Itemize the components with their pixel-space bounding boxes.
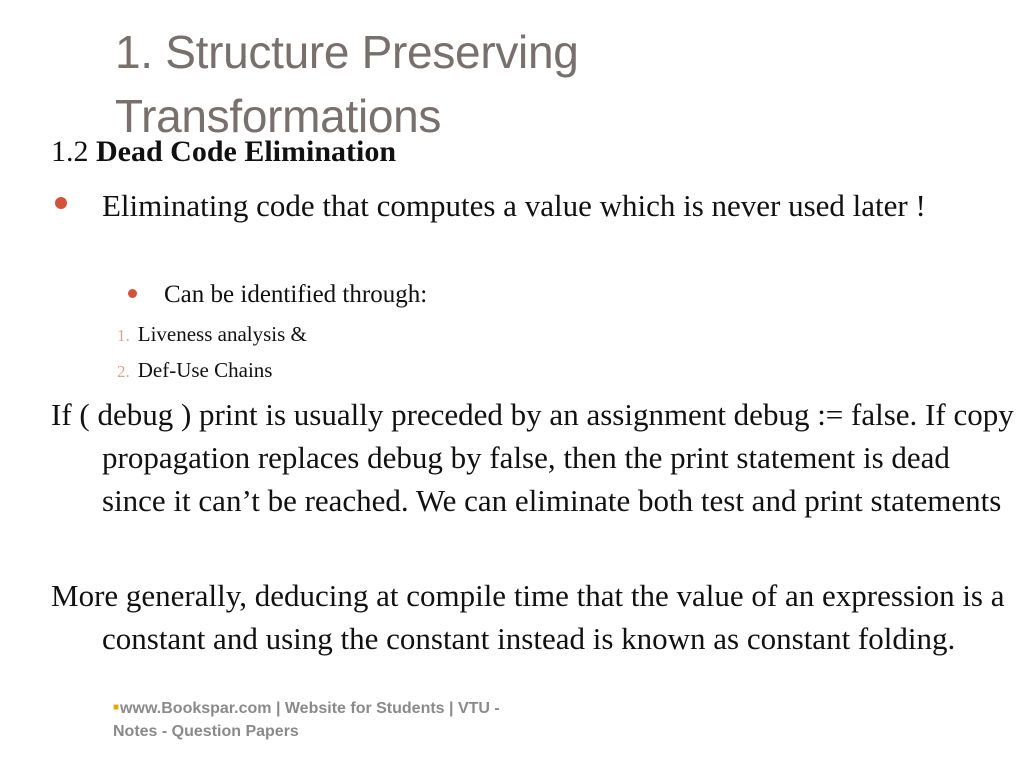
footer bbox=[113, 696, 533, 743]
section-heading bbox=[51, 133, 396, 171]
sub-bullet-dot-icon bbox=[128, 289, 137, 298]
numbered-item bbox=[117, 320, 307, 350]
slide-title: 1. Structure Preserving Transformations bbox=[115, 26, 579, 142]
item-text: Def-Use Chains bbox=[137, 358, 273, 382]
item-number: 2. bbox=[117, 362, 130, 381]
bullet-dot-icon bbox=[55, 197, 67, 209]
footer-text: www.Bookspar.com | Website for Students | VTU - Notes - Question Papers bbox=[113, 700, 500, 740]
paragraph-debug: If ( debug ) print is usually preceded by an assignment debug := false. If copy propagation replaces debug by false, then the print statement is dead since it can’t be reached. We can eliminate both test and print statements bbox=[51, 397, 1014, 518]
paragraph-constant-folding: More generally, deducing at compile time that the value of an expression is a constant and using the constant instead is known as constant folding. bbox=[51, 578, 1005, 656]
item-text: Liveness analysis & bbox=[137, 322, 307, 346]
sub-bullet-item: Can be identified through: bbox=[164, 281, 428, 308]
section-title: Dead Code Elimination bbox=[96, 135, 397, 168]
square-marker-icon: ■ bbox=[113, 702, 120, 713]
section-number: 1.2 bbox=[51, 135, 89, 168]
numbered-item bbox=[117, 356, 272, 386]
item-number: 1. bbox=[117, 326, 130, 345]
bullet-item: Eliminating code that computes a value which is never used later ! bbox=[102, 188, 926, 223]
